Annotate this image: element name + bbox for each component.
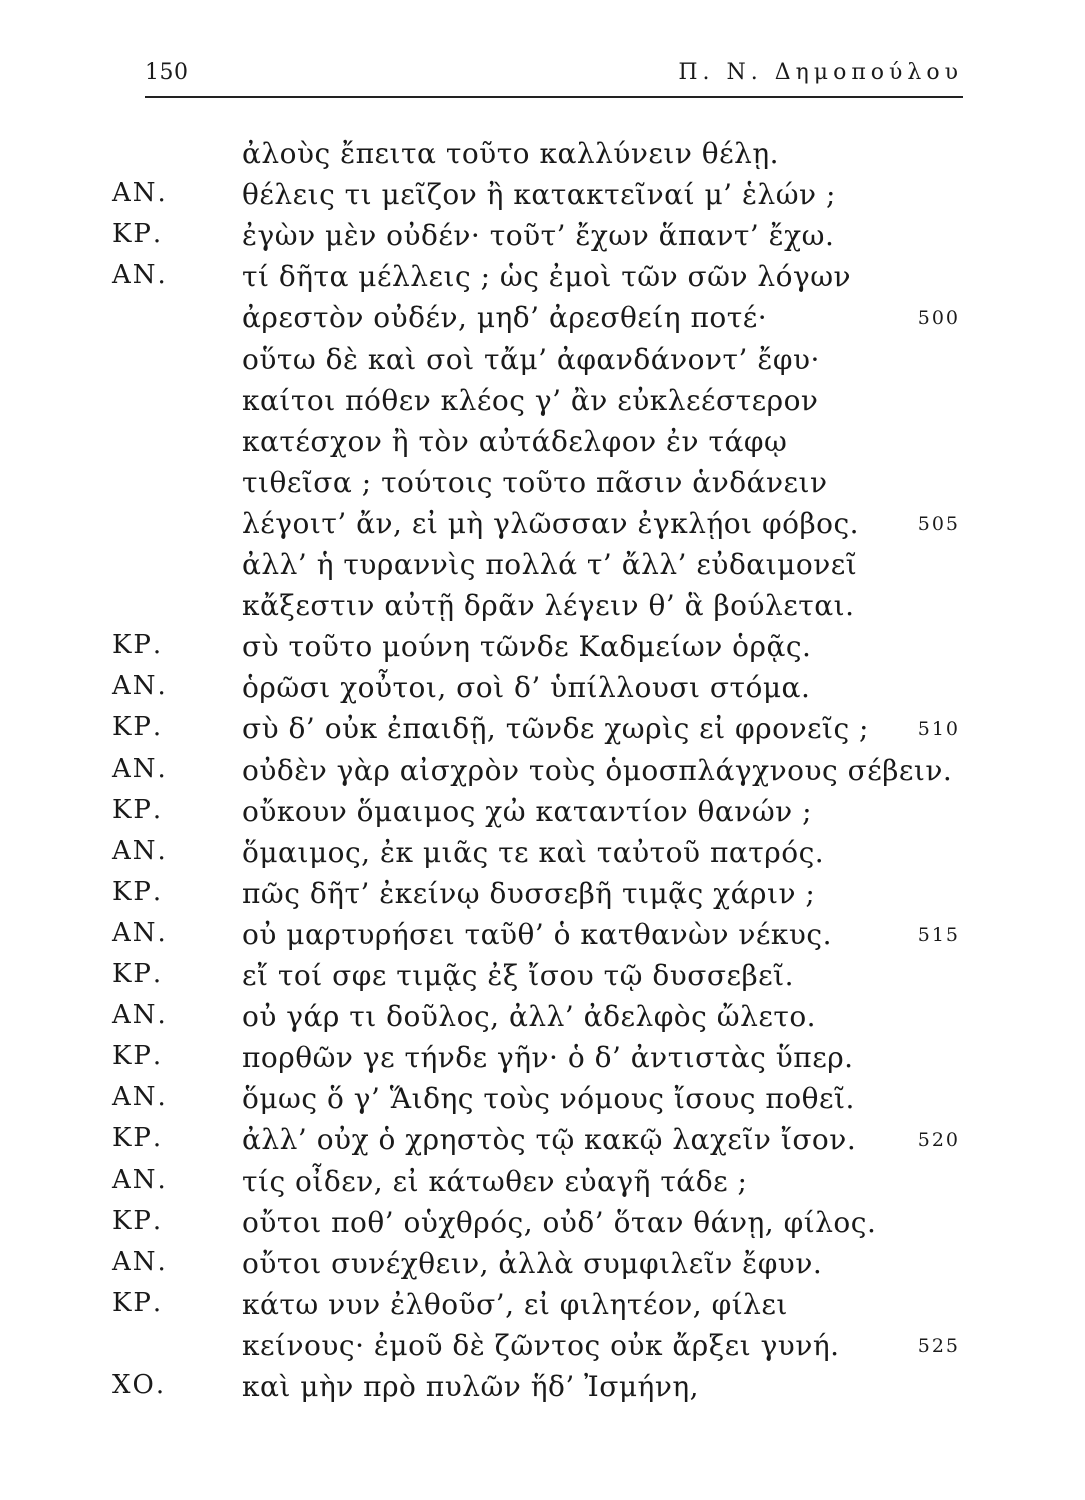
verse-text-line: τίς οἶδεν, εἰ κάτωθεν εὐαγῆ τάδε ; <box>242 1164 748 1198</box>
verse-line <box>0 1082 1085 1122</box>
speaker-label: ΚΡ. <box>112 1205 164 1236</box>
verse-text-line: οὐδὲν γὰρ αἰσχρὸν τοὺς ὁμοσπλάγχνους σέβειν. <box>242 753 953 787</box>
verse-line <box>0 589 1085 629</box>
header-rule <box>145 96 963 98</box>
speaker-label: ΚΡ. <box>112 1123 164 1154</box>
speaker-label: ΑΝ. <box>112 1082 168 1113</box>
verse-line <box>0 959 1085 999</box>
verse-text-line: οὐ μαρτυρήσει ταῦθ’ ὁ κατθανὼν νέκυς. <box>242 917 832 951</box>
verse-text-line: ὅμως ὅ γ’ Ἅιδης τοὺς νόμους ἴσους ποθεῖ. <box>242 1082 855 1116</box>
verse-text-line: σὺ δ’ οὐκ ἐπαιδῇ, τῶνδε χωρὶς εἰ φρονεῖς ; <box>242 712 869 746</box>
verse-line <box>0 1123 1085 1163</box>
verse-text-line: κάτω νυν ἐλθοῦσ’, εἰ φιλητέον, φίλει <box>242 1287 788 1321</box>
line-number: 520 <box>917 1129 960 1152</box>
verse-text-line: οὔτοι ποθ’ οὑχθρός, οὐδ’ ὅταν θάνῃ, φίλος. <box>242 1205 877 1239</box>
speaker-label: ΚΡ. <box>112 1287 164 1318</box>
verse-line <box>0 877 1085 917</box>
verse-line <box>0 425 1085 465</box>
verse-text-line: ἀλλ’ οὐχ ὁ χρηστὸς τῷ κακῷ λαχεῖν ἴσον. <box>242 1123 857 1157</box>
speaker-label: ΑΝ. <box>112 671 168 702</box>
verse-line <box>0 1288 1085 1328</box>
speaker-label: ΚΡ. <box>112 959 164 989</box>
verse-line <box>0 343 1085 383</box>
verse-text-line: πορθῶν γε τήνδε γῆν· ὁ δ’ ἀντιστὰς ὕπερ. <box>242 1041 854 1075</box>
verse-line <box>0 1329 1085 1369</box>
verse-text-line: εἴ τοί σφε τιμᾷς ἐξ ἴσου τῷ δυσσεβεῖ. <box>242 959 795 992</box>
speaker-label: ΑΝ. <box>112 1000 168 1031</box>
page-number: 150 <box>145 60 189 85</box>
verse-text-line: κατέσχον ἢ τὸν αὐτάδελφον ἐν τάφῳ <box>242 424 788 458</box>
speaker-label: ΚΡ. <box>112 630 164 661</box>
verse-text-line: οὕτω δὲ καὶ σοὶ τἄμ’ ἀφανδάνοντ’ ἔφυ· <box>242 342 820 376</box>
speaker-label: ΑΝ. <box>112 1246 168 1277</box>
verse-line <box>0 671 1085 711</box>
verse-line <box>0 918 1085 958</box>
verse-line <box>0 1206 1085 1246</box>
speaker-label: ΑΝ. <box>112 835 168 866</box>
verse-line <box>0 712 1085 752</box>
verse-text-line: καίτοι πόθεν κλέος γ’ ἂν εὐκλεέστερον <box>242 383 819 417</box>
verse-line <box>0 836 1085 876</box>
verse-line <box>0 754 1085 794</box>
line-number: 515 <box>917 923 960 946</box>
speaker-label: ΚΡ. <box>112 876 164 907</box>
verse-text-line: θέλεις τι μεῖζον ἢ κατακτεῖναί μ’ ἑλών ; <box>242 178 836 212</box>
speaker-label: ΑΝ. <box>112 917 168 948</box>
verse-text-line: ἀρεστὸν οὐδέν, μηδ’ ἀρεσθείη ποτέ· <box>242 301 768 335</box>
speaker-label: ΑΝ. <box>112 753 168 784</box>
speaker-label: ΚΡ. <box>112 712 164 743</box>
verse-text-line: ὅμαιμος, ἐκ μιᾶς τε καὶ ταὐτοῦ πατρός. <box>242 835 825 869</box>
verse-line <box>0 466 1085 506</box>
line-number: 505 <box>917 512 960 535</box>
verse-text-line: ὁρῶσι χοὖτοι, σοὶ δ’ ὑπίλλουσι στόμα. <box>242 671 811 705</box>
verse-text-line: λέγοιτ’ ἄν, εἰ μὴ γλῶσσαν ἐγκλῄοι φόβος. <box>242 506 860 540</box>
verse-line <box>0 630 1085 670</box>
verse-text-line: ἀλοὺς ἔπειτα τοῦτο καλλύνειν θέλῃ. <box>242 137 780 170</box>
speaker-label: ΚΡ. <box>112 794 164 825</box>
verse-text-line: οὔκουν ὅμαιμος χὠ καταντίον θανών ; <box>242 794 813 828</box>
speaker-label: ΑΝ. <box>112 178 168 209</box>
line-number: 510 <box>917 718 960 741</box>
verse-text-line: οὐ γάρ τι δοῦλος, ἀλλ’ ἀδελφὸς ὤλετο. <box>242 1000 817 1034</box>
page-header <box>145 60 963 100</box>
verse-line <box>0 178 1085 218</box>
verse-text-line: κἄξεστιν αὐτῇ δρᾶν λέγειν θ’ ἃ βούλεται. <box>242 589 855 623</box>
speaker-label: ΧΟ. <box>112 1370 167 1400</box>
verse-line <box>0 384 1085 424</box>
line-number: 500 <box>917 307 960 330</box>
verse-line <box>0 1041 1085 1081</box>
verse-text-line: τί δῆτα μέλλεις ; ὡς ἐμοὶ τῶν σῶν λόγων <box>242 260 852 294</box>
line-number: 525 <box>917 1334 960 1357</box>
speaker-label: ΚΡ. <box>112 1041 164 1072</box>
verse-line <box>0 260 1085 300</box>
verse-text-line: κείνους· ἐμοῦ δὲ ζῶντος οὐκ ἄρξει γυνή. <box>242 1328 840 1362</box>
verse-text-line: ἀλλ’ ἡ τυραννὶς πολλά τ’ ἄλλ’ εὐδαιμονεῖ <box>242 548 858 581</box>
verse-text-line: ἐγὼν μὲν οὐδέν· τοῦτ’ ἔχων ἅπαντ’ ἔχω. <box>242 219 835 253</box>
verse-text-line: καὶ μὴν πρὸ πυλῶν ἥδ’ Ἰσμήνη, <box>242 1370 700 1403</box>
verse-text-line: σὺ τοῦτο μούνη τῶνδε Καδμείων ὁρᾷς. <box>242 630 812 664</box>
verse-text-line: πῶς δῆτ’ ἐκείνῳ δυσσεβῆ τιμᾷς χάριν ; <box>242 876 816 910</box>
speaker-label: ΑΝ. <box>112 1164 168 1195</box>
speaker-label: ΚΡ. <box>112 219 164 250</box>
verse-line <box>0 795 1085 835</box>
verse-line <box>0 301 1085 341</box>
verse-line <box>0 507 1085 547</box>
speaker-label: ΑΝ. <box>112 260 168 291</box>
verse-text-line: τιθεῖσα ; τούτοις τοῦτο πᾶσιν ἁνδάνειν <box>242 465 828 499</box>
verse-line <box>0 219 1085 259</box>
verse-line <box>0 137 1085 177</box>
verse-line <box>0 1000 1085 1040</box>
verse-line <box>0 1370 1085 1410</box>
verse-line <box>0 1165 1085 1205</box>
verse-line <box>0 548 1085 588</box>
verse-line <box>0 1247 1085 1287</box>
verse-text-line: οὔτοι συνέχθειν, ἀλλὰ συμφιλεῖν ἔφυν. <box>242 1246 823 1280</box>
running-title: Π. Ν. Δημοπούλου <box>678 60 963 85</box>
